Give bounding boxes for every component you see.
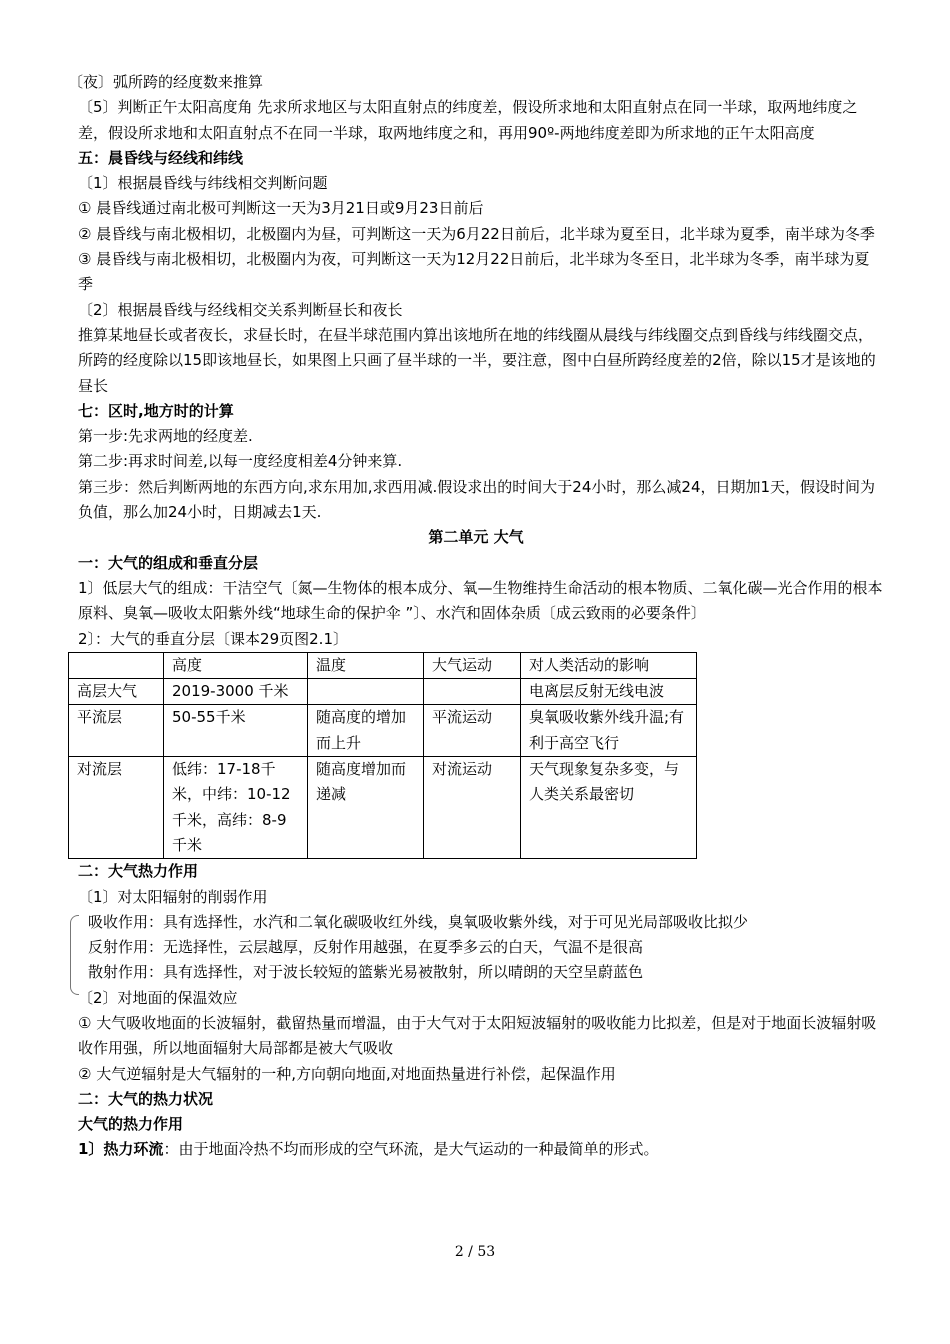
paragraph: 第一步:先求两地的经度差.: [78, 427, 253, 446]
table-row: [69, 757, 697, 859]
table-cell: 随高度的增加而上升: [308, 705, 424, 757]
paragraph: 第三步：然后判断两地的东西方向,求东用加,求西用减.假设求出的时间大于24小时，那么减24，日期加1天，假设时间为负值，那么加24小时，日期减去1天.: [78, 477, 876, 522]
paragraph: ② 大气逆辐射是大气辐射的一种,方向朝向地面,对地面热量进行补偿，起保温作用: [78, 1064, 616, 1083]
table-cell: 电离层反射无线电波: [521, 679, 697, 705]
paragraph: ① 大气吸收地面的长波辐射，截留热量而增温，由于大气对于太阳短波辐射的吸收能力比拟差，但是对于地面长波辐射吸收作用强，所以地面辐射大局部都是被大气吸收: [78, 1013, 877, 1058]
table-header-row: [69, 652, 697, 678]
table-cell: 臭氧吸收紫外线升温;有利于高空飞行: [521, 705, 697, 757]
table-row: [69, 705, 697, 757]
table-cell: 对流层: [69, 757, 164, 859]
table-cell: 对流运动: [424, 757, 521, 859]
table-cell: 随高度增加而递减: [308, 757, 424, 859]
paragraph: 二：大气的热力状况: [78, 1089, 214, 1108]
thermal-circulation-text: ：由于地面冷热不均而形成的空气环流，是大气运动的一种最简单的形式。: [163, 1140, 659, 1159]
table-header-cell: 大气运动: [424, 652, 521, 678]
paragraph: 〔5〕判断正午太阳高度角 先求所求地区与太阳直射点的纬度差，假设所求地和太阳直射点在同一半球，取两地纬度之差，假设所求地和太阳直射点不在同一半球，取两地纬度之和，再用90º-两地纬度差即为所求地的正午太阳高度: [78, 98, 858, 142]
table-cell: 平流运动: [424, 705, 521, 757]
table-cell: [424, 679, 521, 705]
weakening-effect-item: 散射作用：具有选择性，对于波长较短的篮紫光易被散射，所以晴朗的天空呈蔚蓝色: [88, 963, 644, 982]
paragraph: 第二步:再求时间差,以每一度经度相差4分钟来算.: [78, 452, 403, 471]
paragraph: 〔1〕对太阳辐射的削弱作用: [78, 887, 268, 906]
table-cell: [308, 679, 424, 705]
table-cell: 高层大气: [69, 679, 164, 705]
table-cell: 天气现象复杂多变，与人类关系最密切: [521, 757, 697, 859]
table-row: [69, 679, 697, 705]
paragraph: ① 晨昏线通过南北极可判断这一天为3月21日或9月23日前后: [78, 199, 484, 218]
table-cell: 低纬：17-18千米，中纬：10-12千米，高纬：8-9千米: [164, 757, 308, 859]
paragraph: 五：晨昏线与经线和纬线: [78, 148, 244, 167]
paragraph: 〔1〕根据晨昏线与纬线相交判断问题: [78, 174, 328, 193]
paragraph: 一：大气的组成和垂直分层: [78, 553, 259, 572]
table-cell: 2019-3000 千米: [164, 679, 308, 705]
table-header-cell: 高度: [164, 652, 308, 678]
document-page: [68, 70, 884, 1163]
table-cell: 50-55千米: [164, 705, 308, 757]
atmosphere-layers-table: [68, 652, 697, 859]
paragraph: 2〕：大气的垂直分层〔课本29页图2.1〕: [78, 629, 348, 648]
table-header-cell: 对人类活动的影响: [521, 652, 697, 678]
weakening-effects-group: [68, 910, 884, 986]
thermal-circulation-line: [68, 1137, 884, 1162]
page-number: 2 / 53: [454, 1244, 496, 1260]
paragraph: 〔夜〕弧所跨的经度数来推算: [68, 73, 264, 91]
weakening-effect-item: 反射作用：无选择性，云层越厚，反射作用越强，在夏季多云的白天，气温不是很高: [88, 938, 644, 957]
paragraph: ③ 晨昏线与南北极相切，北极圈内为夜，可判断这一天为12月22日前后，北半球为冬至日，北半球为冬季，南半球为夏季: [78, 250, 870, 294]
paragraph: 七：区时,地方时的计算: [78, 401, 234, 420]
paragraph: 大气的热力作用: [78, 1115, 184, 1134]
thermal-circulation-label: 1〕热力环流: [78, 1140, 164, 1159]
text-block-top: [68, 70, 884, 652]
text-block-mid: [68, 859, 884, 910]
paragraph: 〔2〕对地面的保温效应: [78, 988, 238, 1007]
text-block-bottom: [68, 986, 884, 1138]
paragraph: 二：大气热力作用: [78, 862, 199, 881]
paragraph: 推算某地昼长或者夜长，求昼长时，在昼半球范围内算出该地所在地的纬线圈从晨线与纬线圈交点到昏线与纬线圈交点，所跨的经度除以15即该地昼长，如果图上只画了昼半球的一半，要注意，图中白昼所跨经度差的2倍，除以15才是该地的昼长: [78, 325, 876, 395]
paragraph: 1〕低层大气的组成：干洁空气〔氮—生物体的根本成分、氧—生物维持生命活动的根本物质、二氧化碳—光合作用的根本原料、臭氧—吸收太阳紫外线“地球生命的保护伞 ”〕、水汽和固体杂质〔成云致雨的必要条件〕: [78, 578, 883, 623]
weakening-effect-item: 吸收作用：具有选择性，水汽和二氧化碳吸收红外线，臭氧吸收紫外线，对于可见光局部吸收比拟少: [88, 912, 749, 931]
paragraph: 第二单元 大气: [428, 528, 524, 547]
brace-decoration: [70, 915, 79, 995]
paragraph: 〔2〕根据晨昏线与经线相交关系判断昼长和夜长: [78, 300, 403, 319]
table-header-cell: 温度: [308, 652, 424, 678]
paragraph: ② 晨昏线与南北极相切，北极圈内为昼，可判断这一天为6月22日前后，北半球为夏至日，北半球为夏季，南半球为冬季: [78, 224, 875, 243]
table-header-cell: [69, 652, 164, 678]
table-cell: 平流层: [69, 705, 164, 757]
